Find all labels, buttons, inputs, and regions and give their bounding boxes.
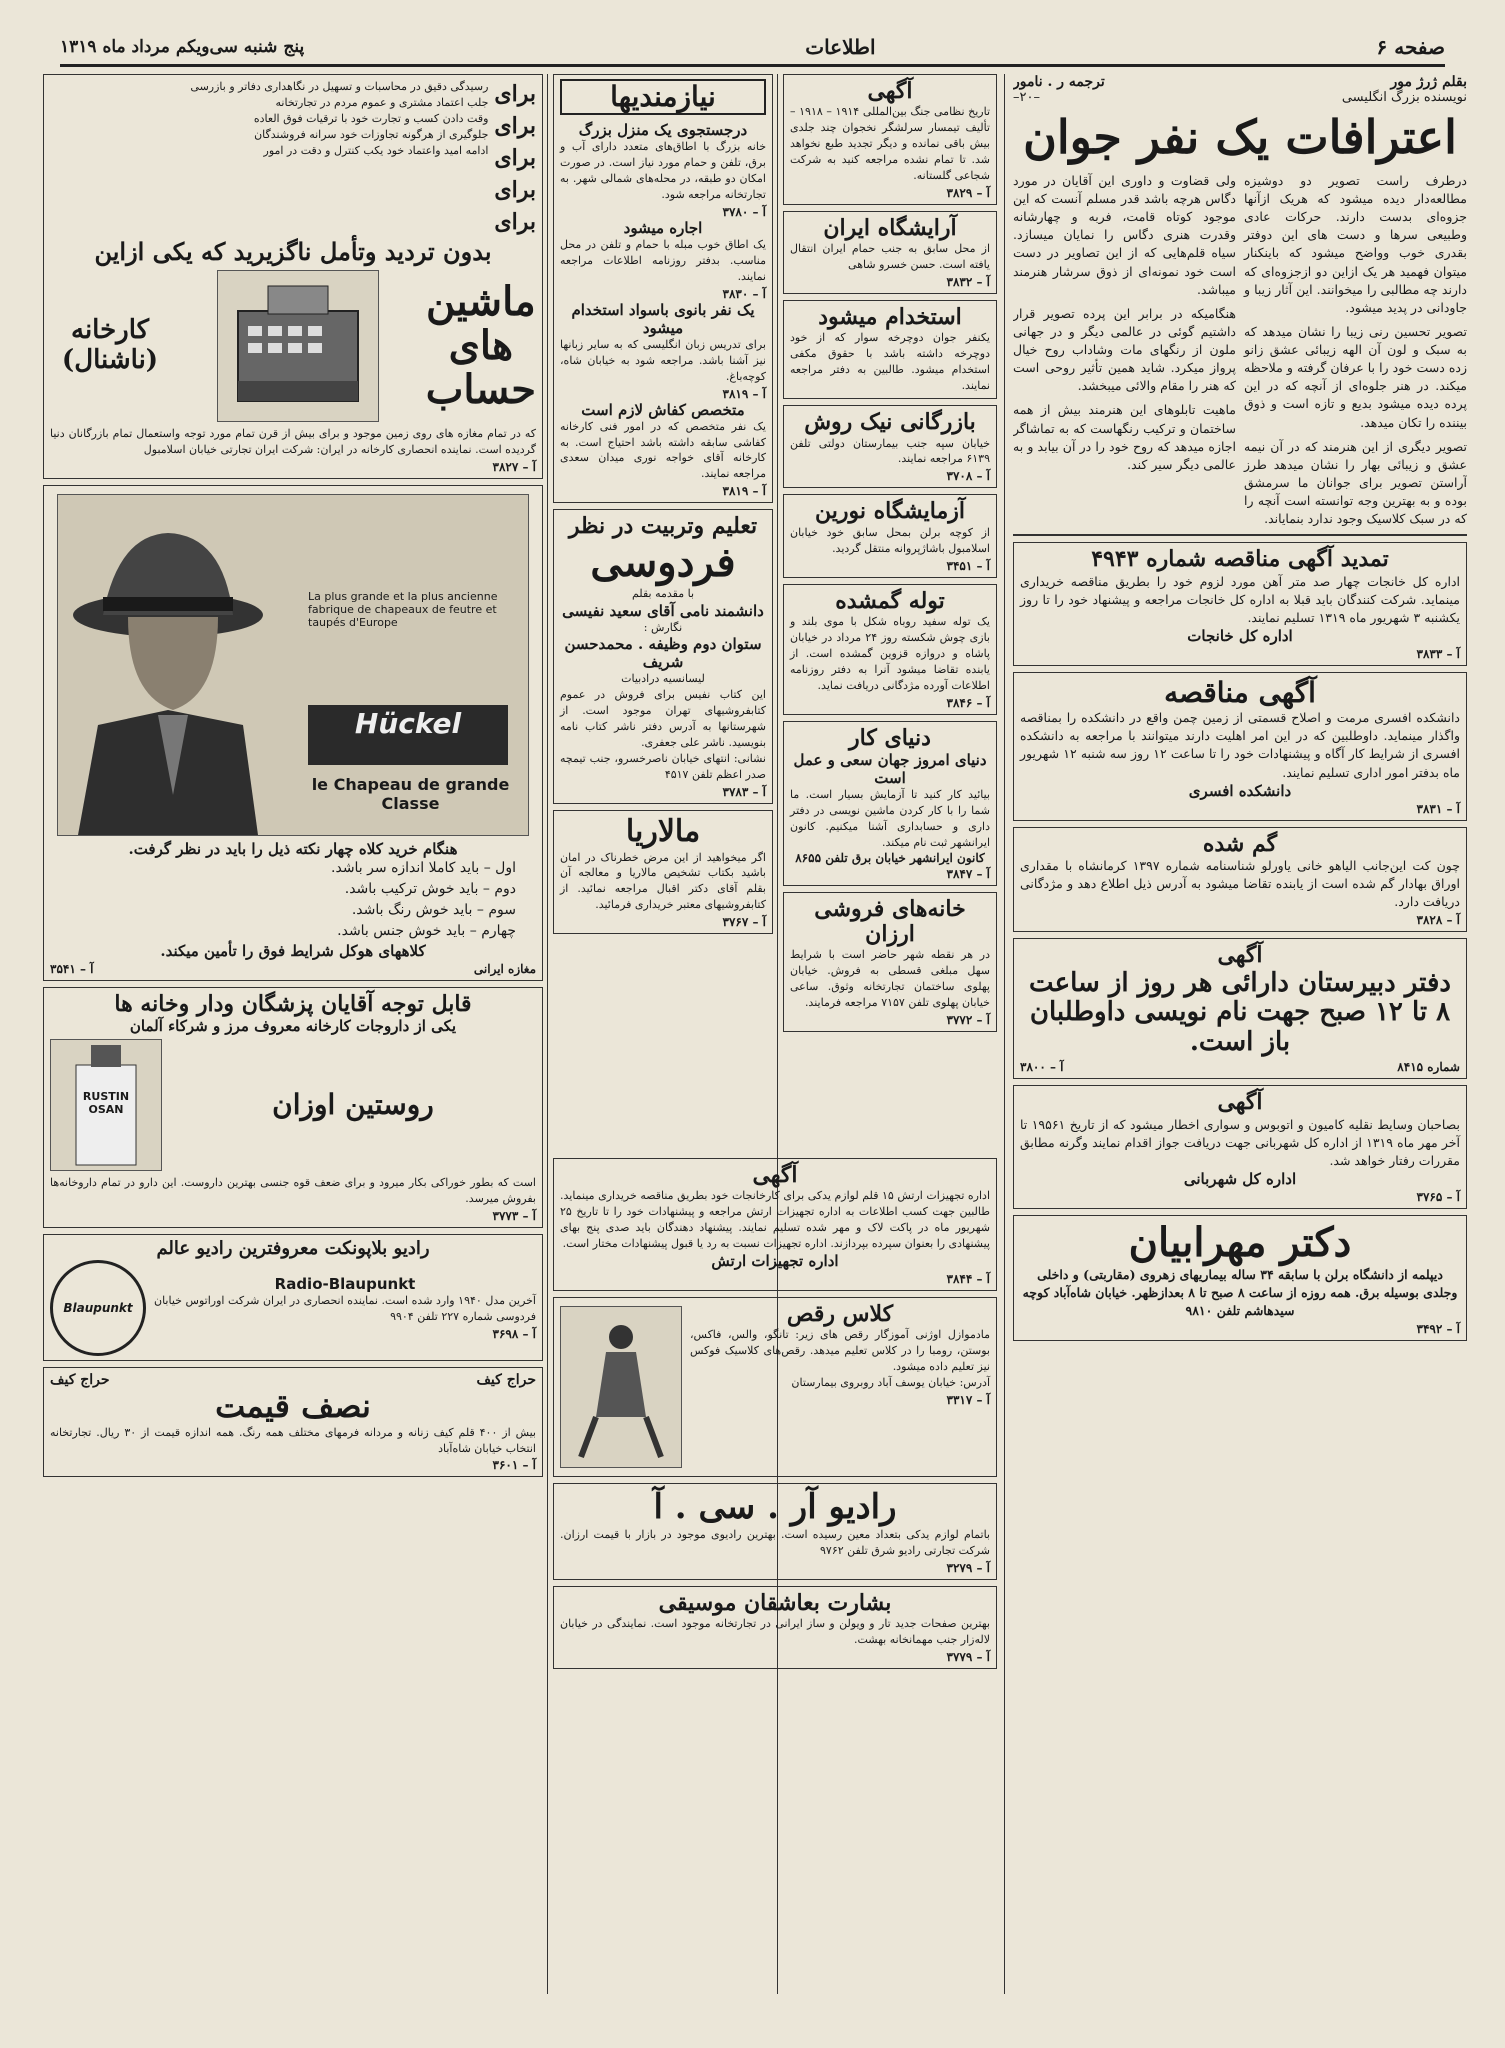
ad-code: آ – ۳۷۰۸ [946, 469, 990, 484]
ad-body: تاریخ نظامی جنگ بین‌المللی ۱۹۱۴ – ۱۹۱۸ – تألیف تیمسار سرلشگر نخجوان چند جلدی بیش باقی نمانده و دیگر تجدید طبع نخواهد شد. تا تمام نشده مراجعه کنید به شرکت شجاعی گلستانه. [790, 105, 991, 183]
ad-body: خیابان سپه جنب بیمارستان دولتی تلفن ۶۱۳۹ مراجعه نمایند. [790, 436, 990, 466]
ad-address: نشانی: انتهای خیابان ناصرخسرو، جنب تیمچه صدر اعظم تلفن ۴۵۱۷ [560, 752, 766, 782]
ad-body: اداره تجهیزات ارتش ۱۵ قلم لوازم یدکی برای کارخانجات خود بطریق مناقصه خریداری مینماید. طالبین جهت کسب اطلاعات به اداره تجهیزات ارتش مراجعه و پیشنهادات خود را تا تاریخ ۲۵ شهریور ماه در پاکت لاک و مهر شده تسلیم نمایند. پیشنهاد دهندگان باید صدی پنج بهای پیشنهادی را بعنوان سپرده بپردازند. اداره تجهیزات نسبت به رد یا قبول پیشنهادات مختار است. [560, 1189, 990, 1251]
ad-code: آ – ۳۸۳۰ [722, 286, 766, 301]
ad-code: آ – ۳۷۶۵ [1416, 1189, 1460, 1204]
serial-byline [1013, 74, 1467, 90]
ad-body: دفتر دبیرستان دارائی هر روز از ساعت ۸ تا ۱۲ صبح جهت نام نویسی داوطلبان باز است. [1029, 967, 1451, 1058]
bara-word: برای [494, 112, 536, 139]
ad-title: تعلیم وتربیت در نظر [568, 513, 758, 540]
ad-title: رادیو بلاپونکت معروفترین رادیو عالم [156, 1238, 430, 1260]
column-small-ads [783, 74, 997, 1038]
ad-ferdowsi-book [553, 509, 773, 804]
ad-title: گم شده [1202, 830, 1278, 857]
ad-code: آ – ۳۷۶۷ [722, 915, 766, 930]
ad-code: آ – ۳۳۱۷ [946, 1393, 990, 1408]
ad-title: تمدید آگهی مناقصه شماره ۴۹۴۳ [1091, 546, 1389, 573]
ad-line: نگارش : [643, 620, 683, 634]
bara-word: برای [494, 176, 536, 203]
hat-illustration [57, 494, 529, 836]
ad-title: توله گمشده [835, 587, 945, 614]
ad-code: آ – ۳۴۵۱ [946, 558, 990, 573]
newspaper-name: اطلاعات [805, 35, 876, 59]
ad-cash-register [43, 74, 543, 479]
ad-tender [1013, 672, 1467, 821]
serial-paragraph: تصویر تحسین رنی زیبا را نشان میدهد که به سبک و لون آن الهه زیبائی عشق زانو زده دست خود را با عرفان گرفته و ملاحظه میکند. در هنر جلوه‌ای از آنچه که در این پرده دیده میشود بدیع و تازه است و ذوق بیننده را تکان میدهد. [1244, 323, 1467, 430]
ad-title: بازرگانی نیک روش [804, 409, 976, 436]
serial-title: اعترافات یک نفر جوان [1023, 110, 1457, 164]
ad-signature: اداره تجهیزات ارتش [711, 1252, 839, 1271]
ad-code: مغازه ایرانی آ – ۳۵۴۱ [50, 961, 536, 976]
ad-title: دنیای کار [849, 724, 931, 751]
ad-radio-rca [553, 1483, 997, 1580]
ad-hiring [783, 300, 997, 399]
cash-register-icon [218, 271, 378, 421]
ad-bags-sale [43, 1367, 543, 1478]
ad-body: باتمام لوازم یدکی بتعداد معین رسیده است. بهترین رادیوی موجود در بازار با قیمت ارزان. شرکت تجارتی رادیو شرق تلفن ۹۷۶۲ [560, 1528, 990, 1558]
ad-body: آخرین مدل ۱۹۴۰ وارد شده است. نماینده انحصاری در ایران شرکت اوراتوس خیابان فردوسی شماره ۲۲۷ تلفن ۹۹۰۴ [154, 1293, 536, 1323]
ad-niazmandiha [553, 74, 773, 503]
machine-name-line: ماشین [426, 278, 536, 326]
ad-body: اداره کل خانجات چهار صد متر آهن مورد لزوم خود را بطریق مناقصه خریداری مینماید. شرکت کنندگان باید قبلا به اداره کل خانجات مراجعه و پیشنهاد خود را تا روز یکشنبه ۳ شهریور ماه ۱۳۱۹ تسلیم نمایند. [1020, 573, 1460, 625]
ad-body: یک توله سفید روباه شکل با موی بلند و بازی چوش شکسته روز ۲۴ مرداد در خیابان پاشاه و دروازه قزوین گمشده است. از یابنده تقاضا میشود آنرا به دفتر روزنامه اطلاعات آورده مژدگانی دریافت نماید. [790, 614, 990, 692]
huckel-tagline: La plus grande et la plus ancienne fabrique de chapeaux de feutre et taupés d'Europe [308, 589, 498, 629]
ad-line: لیسانسیه درادبیات [621, 672, 705, 686]
ad-title: آگهی [867, 78, 913, 104]
ad-code: آ – ۳۷۷۳ [492, 1209, 536, 1224]
ad-title: آگهی مناقصه [1164, 675, 1316, 709]
cash-register-top [50, 79, 536, 238]
serial-paragraph: تصویر دیگری از این هنرمند که در آن نیمه عشق و زیبائی بهار را نشان میدهد طرز آراستن تصویر برای جوانان ما سرمشق بوده و به بهترین وجه توانسته است آنچه را که در سبک کلاسیک وجود ندارد بنمایاند. [1244, 438, 1467, 527]
huckel-brand: Hückel [354, 706, 462, 740]
ad-line: ستوان دوم وظیفه . محمدحسن شریف [564, 635, 762, 672]
ad-title: بشارت بعاشقان موسیقی [658, 1590, 892, 1617]
ad-title: دکتر مهرابیان [1128, 1218, 1352, 1266]
bara-column [494, 79, 536, 238]
ad-war-history [783, 74, 997, 205]
ad-cheap-homes [783, 892, 997, 1032]
serial-paragraph: هنگامیکه در برابر این پرده تصویر قرار داشتیم گوئی در عالمی دیگر و در جهانی ملون از رنگهای مات وشاداب روح خیال پرواز میکرد. شاید همین تأثیر روحی است که هنر را مقام والائی میبخشد. [1013, 305, 1236, 394]
serial-body [1013, 172, 1467, 528]
ad-code: شماره ۸۴۱۵ آ – ۳۸۰۰ [1020, 1060, 1460, 1075]
blaupunkt-latin: Radio-Blaupunkt [274, 1274, 416, 1293]
ad-heading: متخصص کفاش لازم است [581, 400, 745, 419]
bottle-label: RUSTIN OSAN [82, 1090, 130, 1117]
serial-author-note: نویسنده بزرگ انگلیسی [1341, 90, 1467, 105]
ad-doctor [1013, 1215, 1467, 1341]
ad-body: خانه بزرگ با اطاق‌های متعدد دارای آب و برق، تلفن و حمام مورد نیاز است. در صورت امکان دو طبقه، در محله‌های شمالی شهر. به تجارتخانه مراجعه شود. [560, 140, 766, 201]
cash-register-illustration [217, 270, 379, 422]
ad-trading [783, 405, 997, 488]
ad-body: دانشکده افسری مرمت و اصلاح قسمتی از زمین چمن واقع در دانشکده را بمناقصه واگذار مینماید. داوطلبین که در این امر اهلیت دارند میتوانند با مراجعه به دانشکده افسری از شرایط کار آگاه و پیشنهادات خود را تا ساعت ۱۲ روز سه شنبه ۱۲ شهریور ماه بدفتر امور اداری تسلیم نمایند. [1020, 710, 1460, 780]
serial-text-a [1244, 172, 1467, 528]
ad-title: قابل توجه آقایان پزشگان ودار وخانه ها [114, 990, 472, 1017]
column-rule [1004, 74, 1005, 1994]
ad-line: دانشمند نامی آقای سعید نفیسی [562, 601, 764, 620]
ad-code: آ – ۳۸۴۴ [946, 1272, 990, 1287]
ad-school [1013, 938, 1467, 1079]
ad-barbershop [783, 211, 997, 294]
ad-code: آ – ۳۷۷۲ [946, 1012, 990, 1027]
ad-title: آگهی [752, 1162, 798, 1188]
ad-body: چون کت این‌جانب الیاهو خانی یاورلو شناسنامه شماره ۱۳۹۷ کرمانشاه با مقداری اوراق بهادار گم شده است از یابنده تقاضا میشود به آدرس ذیل اطلاع دهد و مژدگانی دریافت دارد. [1020, 857, 1460, 910]
ad-body: بیش از ۴۰۰ قلم کیف زنانه و مردانه فرمهای مختلف همه رنگ. همه اندازه قیمت از ۳۰ ریال. تجارتخانه انتخاب خیابان شاه‌آباد [50, 1425, 536, 1455]
dance-text [690, 1302, 990, 1472]
ad-title: رادیو آر . سی . آ [653, 1487, 897, 1528]
ad-laboratory [783, 494, 997, 577]
issue-date: پنج شنبه سی‌ویکم مرداد ماه ۱۳۱۹ [60, 37, 305, 57]
ad-code: آ – ۳۴۹۲ [1416, 1322, 1460, 1337]
ad-body: یک اطاق خوب مبله با حمام و تلفن در محل مناسب. بدفتر روزنامه اطلاعات مراجعه نمایند. [560, 237, 766, 283]
hat-footer: کلاههای هوکل شرایط فوق را تأمین میکند. [160, 941, 426, 960]
page-number: صفحه ۶ [1376, 35, 1445, 59]
bara-word: برای [494, 144, 536, 171]
ad-title: آرایشگاه ایران [823, 214, 957, 241]
bottle-illustration [50, 1039, 162, 1171]
ad-code: آ – ۳۸۲۹ [946, 185, 990, 200]
bara-line: ادامه امید واعتماد خود یکب کنترل و دقت در امور [263, 143, 489, 157]
ad-heading: درجستجوی یک منزل بزرگ [578, 121, 748, 140]
machine-name-line: های [448, 322, 514, 370]
serial-translator: ترجمه ر . نامور [1013, 74, 1105, 90]
serial-author: بقلم ژرژ مور [1390, 74, 1467, 90]
ad-code: آ – ۳۸۳۱ [1416, 801, 1460, 816]
ad-malaria [553, 810, 773, 934]
ad-code: آ – ۳۸۲۷ [492, 459, 536, 474]
ad-tender-extension [1013, 542, 1467, 666]
ad-title: استخدام میشود [818, 304, 962, 331]
ad-code: آ – ۳۸۴۶ [946, 695, 990, 710]
sale-label: حراج کیف [476, 1371, 536, 1388]
column-rule [547, 74, 548, 1994]
book-name: فردوسی [590, 538, 736, 586]
sale-label: حراج کیف [50, 1371, 110, 1388]
ad-body: این کتاب نفیس برای فروش در عموم کتابفروشیهای تهران موجود است. از شهرستانها به آدرس دفتر ناشر کتاب نامه بنویسید. ناشر علی جعفری. [560, 688, 766, 750]
bara-line: جلب اعتماد مشتری و عموم مردم در تجارتخانه [275, 95, 489, 109]
bags-headers [50, 1372, 536, 1388]
ad-body: است که بطور خوراکی بکار میرود و برای ضعف قوه جنسی بهترین داروست. این دارو در تمام داروخانه‌ها بفروش میرسد. [50, 1176, 536, 1206]
bara-line: جلوگیری از هرگونه تجاوزات خود سرانه فروشندگان [254, 127, 489, 141]
ad-body: اگر میخواهید از این مرض خطرناک در امان باشید بکتاب تشخیص مالاریا و معالجه آن بقلم آقای دکتر اقبال مراجعه نمائید. از کتابفروشیهای معتبر خریداری فرمائید. [560, 850, 766, 912]
ad-line: با مقدمه بقلم [631, 586, 694, 600]
ad-code: آ – ۳۸۴۷ [946, 866, 990, 881]
ad-title: آگهی [1217, 1089, 1263, 1116]
ad-dance-class [553, 1297, 997, 1477]
hat-criterion: چهارم – باید خوش جنس باشد. [337, 922, 516, 939]
ad-body: دیپلمه از دانشگاه برلن با سابقه ۳۴ ساله بیماریهای زهروی (مقاربتی) و داخلی وجلدی بوسیله برق. همه روزه از ساعت ۸ صبح تا ۸ بعدازظهر. خیابان شاه‌آباد کوچه سیدهاشم تلفن ۹۸۱۰ [1022, 1266, 1458, 1319]
ad-title: کلاس رقص [786, 1301, 894, 1328]
hat-criterion: سوم – باید خوش رنگ باشد. [351, 901, 516, 918]
ad-huckel-hats [43, 485, 543, 981]
ad-code: آ – ۳۷۷۹ [946, 1650, 990, 1665]
blaupunkt-text [154, 1275, 536, 1341]
ad-title: خانه‌های فروشی ارزان [814, 895, 966, 947]
ad-address: کانون ایرانشهر خیابان برق تلفن ۸۶۵۵ [795, 850, 985, 865]
ad-body: از محل سابق به جنب حمام ایران انتقال یافته است. حسن خسرو شاهی [790, 242, 990, 272]
ad-blaupunkt [43, 1234, 543, 1361]
bara-word: برای [494, 81, 536, 107]
bara-line: وقت دادن کسب و تجارت خود با ترقیات فوق العاده [253, 111, 489, 125]
hat-criterion: اول – باید کاملا اندازه سر باشد. [331, 859, 516, 876]
ad-body: بیائید کار کنید تا آزمایش بسیار است. ما شما را با کار کردن ماشین نویسی در دفتر داری و حسابداری آشنا میکنیم. کانون ایرانشهر ثبت نام میکند. [790, 787, 990, 849]
ad-heading: یک نفر بانوی باسواد استخدام میشود [571, 300, 755, 337]
ad-body: که در تمام مغازه های روی زمین موجود و برای بیش از قرن تمام مورد توجه واستعمال تمام بازرگانان دنیا گردیده است. نماینده انحصاری کارخانه در ایران: شرکت ایران تجارتی خیابان اسلامبول [50, 427, 536, 456]
serial-text-b [1013, 172, 1236, 528]
ad-lost-dog [783, 584, 997, 715]
hat-criteria [50, 858, 536, 942]
ad-lost [1013, 827, 1467, 933]
column-serial [1013, 74, 1467, 1347]
ad-code: آ – ۳۶۹۸ [492, 1326, 536, 1341]
ad-title: نصف قیمت [215, 1386, 371, 1425]
ad-body: در هر نقطه شهر حاضر است با شرایط سهل مبلغی قسطی به فروش. خیابان پهلوی ساختمان تجارتخانه وثوق. ساعی خیابان پهلوی تلفن ۷۱۵۷ مراجعه فرمایند. [790, 948, 990, 1009]
hat-criterion: دوم – باید خوش ترکیب باشد. [344, 880, 516, 897]
serial-part: –۲۰– [1013, 90, 1040, 105]
ad-code: آ – ۳۲۷۹ [946, 1561, 990, 1576]
ad-title: آزمایشگاه نورین [815, 498, 965, 525]
ad-body: برای تدریس زبان انگلیسی که به سایر زبانها نیز آشنا باشد. مراجعه شود به خیابان شاه، کوچه‌باغ. [560, 337, 766, 383]
dancer-icon [561, 1307, 681, 1467]
column-rule [777, 74, 778, 1994]
blaupunkt-logo-text: Blaupunkt [63, 1300, 133, 1315]
serial-paragraph: ولی قضاوت و داوری این آقایان در مورد دگاس هرچه باشد قدر مسلم آنست که این موجود کوتاه قامت، فربه و چهارشانه وقدرت هنری دگاس را نمایان میسازد. سیاه قلم‌هایی که از این تصاویر در دست است خود نمونه‌ای از ذوق سرشار هنرمند میباشد. [1013, 172, 1236, 297]
ad-world-of-work [783, 721, 997, 886]
blaupunkt-body [50, 1260, 536, 1356]
page-header [60, 30, 1445, 67]
machine-name [426, 280, 536, 412]
ad-headline: بدون تردید وتأمل ناگزیرید که یکی ازاین [94, 237, 492, 267]
ad-code: آ – ۳۸۳۳ [1416, 646, 1460, 661]
product-name: روستین اوزان [272, 1088, 434, 1122]
ad-rustin-osan [43, 987, 543, 1228]
ad-police-notice [1013, 1085, 1467, 1209]
ad-code: آ – ۳۸۳۲ [946, 275, 990, 290]
ad-code: آ – ۳۷۸۳ [722, 785, 766, 800]
ad-signature: اداره کل خانجات [1187, 626, 1293, 645]
huckel-slogan: le Chapeau de grande Classe [311, 774, 510, 813]
ad-signature: دانشکده افسری [1188, 781, 1292, 800]
divider [1013, 534, 1467, 536]
ad-subtitle: یکی از داروجات کارخانه معروف مرز و شرکاء آلمان [129, 1017, 457, 1036]
ad-body: بصاحبان وسایط نقلیه کامیون و اتوبوس و سواری اخطار میشود که از تاریخ ۱۹۵۶۱ تا آخر مهر ماه ۱۳۱۹ از اداره کل شهربانی جهت دریافت جواز اقدام نمایند وگرنه مطابق مقررات رفتار خواهد شد. [1020, 1116, 1460, 1168]
column-display-ads [43, 74, 543, 1483]
ad-signature: اداره کل شهربانی [1183, 1169, 1297, 1188]
brand-name: کارخانه (ناشنال) [61, 315, 159, 376]
ad-body: بهترین صفحات جدید تار و ویولن و ساز ایرانی در تجارتخانه موجود است. نمایندگی در خیابان لاله‌زار جنب مهمانخانه بهشت. [560, 1617, 990, 1647]
ad-title: نیازمندیها [560, 79, 766, 115]
ad-body: یکنفر جوان دوچرخه سوار که از خود دوچرخه داشته باشد با حقوق مکفی استخدام میشود. طالبین به دفتر مراجعه نمایند. [790, 331, 990, 393]
ad-body: یک نفر متخصص که در امور فنی کارخانه کفاشی سابقه داشته باشد احتیاج است. به کارخانه آقای خواجه نوری میدان سعدی مراجعه نمایند. [560, 419, 766, 481]
column-wide-ads [553, 1158, 997, 1675]
ad-code: آ – ۳۶۰۱ [492, 1458, 536, 1473]
column-classifieds [553, 74, 773, 940]
ad-heading: اجاره میشود [623, 218, 703, 237]
ad-title: مالاریا [625, 814, 701, 850]
hat-intro: هنگام خرید کلاه چهار نکته ذیل را باید در نظر گرفت. [128, 839, 458, 858]
ad-code: آ – ۳۷۸۰ [722, 204, 766, 219]
blaupunkt-logo [50, 1260, 146, 1356]
ad-code: آ – ۳۸۱۹ [722, 484, 766, 499]
pharma-visual [50, 1035, 536, 1175]
dancer-illustration [560, 1306, 682, 1468]
ad-body: از کوچه برلن بمحل سابق خود خیابان اسلامبول باشاژپروانه منتقل گردید. [790, 525, 990, 555]
ad-address: آدرس: خیابان یوسف آباد روبروی بیمارستان [791, 1376, 990, 1390]
serial-paragraph: ماهیت تابلوهای این هنرمند بیش از همه ساختمان و ترکیب رنگهاست که به تماشاگر اجازه میدهد که روح خود را در آن بیابد و به عالمی دیگر سیر کند. [1013, 402, 1236, 472]
cash-register-visual [50, 266, 536, 426]
ad-music [553, 1586, 997, 1669]
machine-name-line: حساب [425, 366, 536, 414]
ad-army-tender [553, 1158, 997, 1291]
serial-paragraph: درطرف راست تصویر دو دوشیزه مطالعه‌دار دیده میشود که هریک ازآنها جزوه‌ای بدست دارند. حرکات عادی وطبیعی سرها و دست های این دوفتر بقدری خوب وواضح میشود که باینکنار میتوان فهمید هر یک ازاین دو ازجزوه‌ای که دارند چه مطالبی را میخوانند. این آثار زیبا و جاودانی در پدید میشود. [1244, 172, 1467, 315]
bara-line: رسیدگی دقیق در محاسبات و تسهیل در نگاهداری دفاتر و بازرسی [190, 80, 489, 93]
ad-code: آ – ۳۸۱۹ [722, 386, 766, 401]
bara-lines [50, 79, 488, 238]
ad-heading: دنیای امروز جهان سعی و عمل است [793, 750, 987, 787]
ad-code: آ – ۳۸۲۸ [1416, 913, 1460, 928]
serial-meta [1013, 90, 1467, 105]
ad-body: مادموازل اوژنی آموزگار رقص های زیر: تانگو، والس، فاکس، بوستن، رومبا را در کلاس تعلیم میدهد. رقص‌های کلاسیک فوکس نیز تعلیم داده میشود. [690, 1328, 990, 1374]
ad-title: آگهی [1217, 942, 1263, 969]
bara-word: برای [494, 208, 536, 235]
